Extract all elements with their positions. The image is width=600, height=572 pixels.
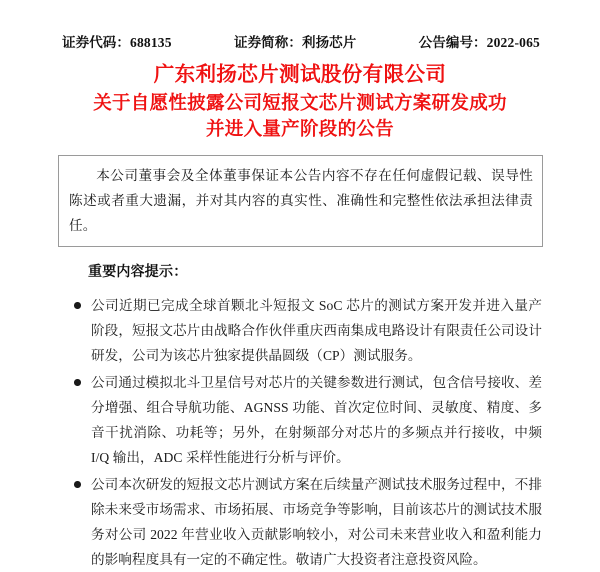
board-disclaimer-box: 本公司董事会及全体董事保证本公告内容不存在任何虚假记载、误导性陈述或者重大遗漏，并对其内容的真实性、准确性和完整性依法承担法律责任。 [58,155,543,247]
list-item [74,370,542,470]
important-notice-list [0,284,600,572]
disclaimer-container [0,143,600,247]
announcement-number-label: 公告编号： [418,35,487,50]
security-code [62,31,172,51]
announcement-number-value: 2022-065 [486,35,540,50]
company-name-title: 广东利扬芯片测试股份有限公司 [153,64,447,86]
security-code-value: 688135 [130,35,172,50]
announcement-title-line-2: 并进入量产阶段的公告 [205,120,394,140]
list-item [74,293,542,368]
bullet-dot-icon [74,302,81,309]
announcement-number [419,31,540,51]
list-item-text: 公司通过模拟北斗卫星信号对芯片的关键参数进行测试，包含信号接收、差分增强、组合导航功能、AGNSS 功能、首次定位时间、灵敏度、精度、多音干扰消除、功耗等；另外，在射频部分对芯片的多频点并行接收，中频 I/Q 输出，ADC 采样性能进行分析与评价。 [91,375,542,465]
security-name [234,31,356,51]
title-block [0,51,600,143]
list-item-text: 公司近期已完成全球首颗北斗短报文 SoC 芯片的测试方案开发并进入量产阶段，短报文芯片由战略合作伙伴重庆西南集成电路设计有限责任公司设计研发，公司为该芯片独家提供晶圆级（CP）测试服务。 [91,298,542,363]
security-name-label: 证券简称： [233,35,302,50]
list-item-text: 公司本次研发的短报文芯片测试方案在后续量产测试技术服务过程中，不排除未来受市场需求、市场拓展、市场竞争等影响，目前该芯片的测试技术服务对公司 2022 年营业收入贡献影响较小，对公司未来营业收入和盈利能力的影响程度具有一定的不确定性。敬请广大投资者注意投资风险。 [91,477,542,567]
announcement-title-line-1: 关于自愿性披露公司短报文芯片测试方案研发成功 [93,94,507,114]
bullet-dot-icon [74,481,81,488]
security-name-value: 利扬芯片 [301,35,357,50]
security-code-label: 证券代码： [62,35,130,50]
bullet-dot-icon [74,379,81,386]
important-notice-heading: 重要内容提示： [88,265,188,280]
document-header-row [0,0,600,51]
list-item [74,472,542,572]
